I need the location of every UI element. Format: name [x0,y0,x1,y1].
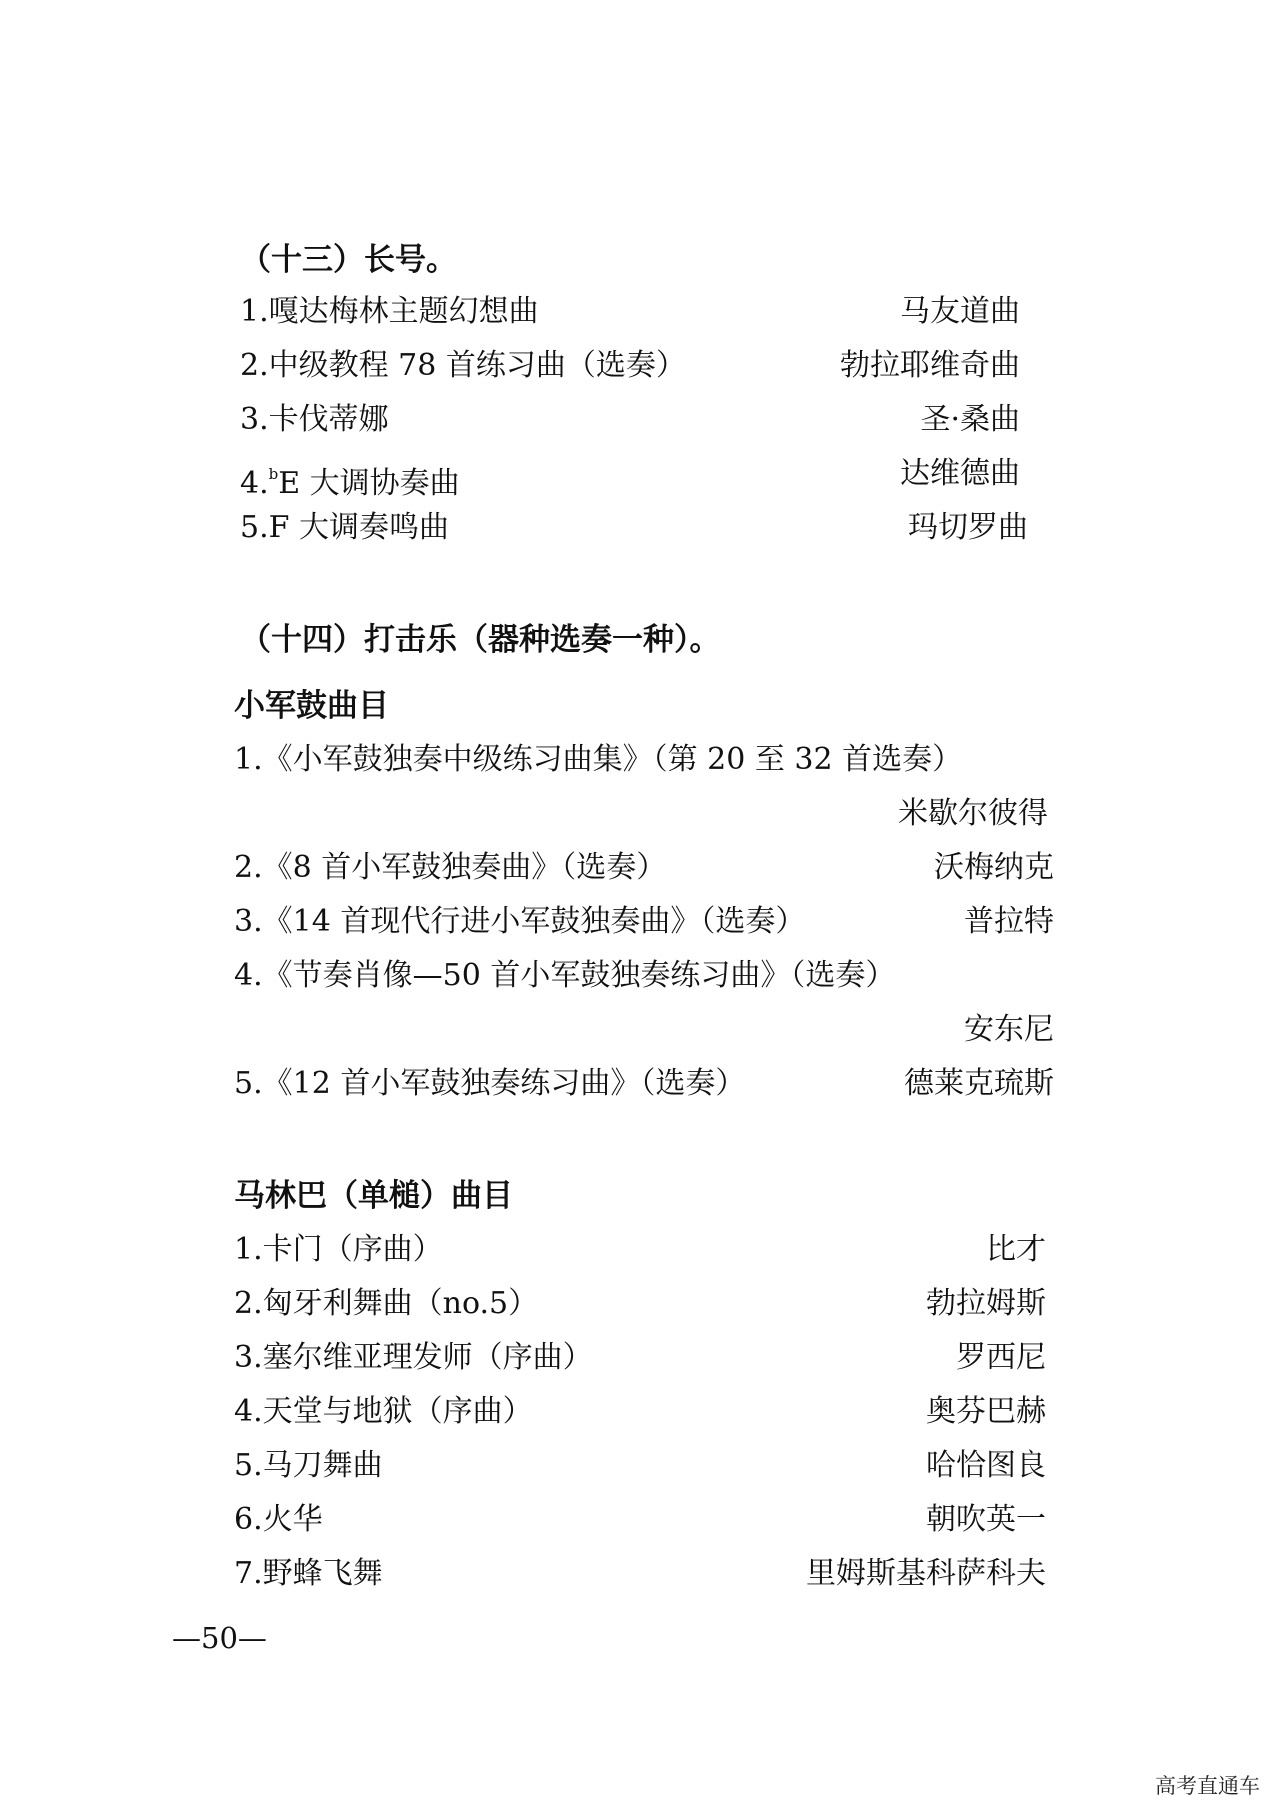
marimba-composer-7: 里姆斯基科萨科夫 [806,1556,1046,1591]
snare-composer-4: 安东尼 [964,1012,1054,1047]
marimba-composer-6: 朝吹英一 [926,1502,1046,1537]
trombone-item-5: 5.F 大调奏鸣曲 [240,510,449,545]
trombone-composer-5: 玛切罗曲 [908,510,1028,545]
snare-item-4: 4.《节奏肖像—50 首小军鼓独奏练习曲》（选奏） [234,958,896,993]
snare-composer-3: 普拉特 [964,904,1054,939]
marimba-composer-1: 比才 [986,1232,1046,1267]
section-heading-trombone: （十三）长号。 [240,242,457,278]
trombone-item-2: 2.中级教程 78 首练习曲（选奏） [240,348,686,383]
watermark-text: 高考直通车 [1155,1774,1260,1798]
snare-item-2: 2.《8 首小军鼓独奏曲》（选奏） [234,850,667,885]
marimba-composer-3: 罗西尼 [956,1340,1046,1375]
flat-sign: b [268,465,279,483]
subsection-heading-snare: 小军鼓曲目 [234,688,389,724]
marimba-item-4: 4.天堂与地狱（序曲） [234,1394,533,1429]
trombone-item-4-prefix: 4. [240,466,269,501]
marimba-composer-4: 奥芬巴赫 [926,1394,1046,1429]
subsection-heading-marimba: 马林巴（单槌）曲目 [234,1178,513,1214]
snare-composer-2: 沃梅纳克 [934,850,1054,885]
marimba-composer-5: 哈恰图良 [926,1448,1046,1483]
trombone-composer-4: 达维德曲 [900,456,1020,491]
trombone-item-4-text: E 大调协奏曲 [278,466,460,501]
trombone-composer-1: 马友道曲 [900,294,1020,329]
marimba-item-7: 7.野蜂飞舞 [234,1556,383,1591]
page-number: —50— [172,1621,267,1655]
snare-item-5: 5.《12 首小军鼓独奏练习曲》（选奏） [234,1066,746,1101]
marimba-item-2: 2.匈牙利舞曲（no.5） [234,1286,539,1321]
trombone-item-3: 3.卡伐蒂娜 [240,402,389,437]
marimba-item-5: 5.马刀舞曲 [234,1448,383,1483]
marimba-item-6: 6.火华 [234,1502,323,1537]
section-heading-percussion: （十四）打击乐（器种选奏一种）。 [240,622,721,658]
trombone-item-4 [240,454,460,504]
trombone-item-1: 1.嘎达梅林主题幻想曲 [240,294,539,329]
snare-composer-5: 德莱克琉斯 [904,1066,1054,1101]
snare-item-1: 1.《小军鼓独奏中级练习曲集》（第 20 至 32 首选奏） [234,742,963,777]
trombone-composer-3: 圣·桑曲 [920,402,1020,437]
trombone-composer-2: 勃拉耶维奇曲 [840,348,1020,383]
snare-composer-1: 米歇尔彼得 [898,796,1048,831]
marimba-item-1: 1.卡门（序曲） [234,1232,443,1267]
snare-item-3: 3.《14 首现代行进小军鼓独奏曲》（选奏） [234,904,806,939]
marimba-composer-2: 勃拉姆斯 [926,1286,1046,1321]
marimba-item-3: 3.塞尔维亚理发师（序曲） [234,1340,593,1375]
